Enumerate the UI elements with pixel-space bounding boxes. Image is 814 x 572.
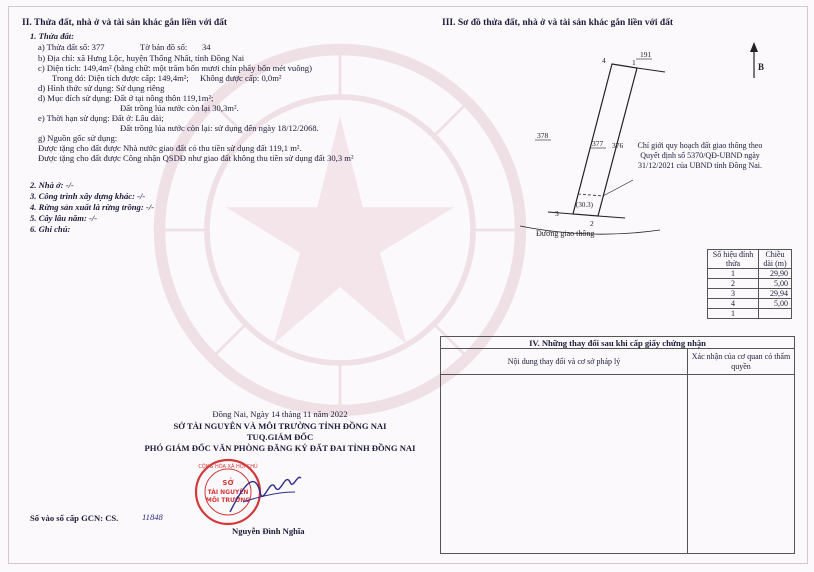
neighbor-top-line	[637, 68, 665, 72]
usage-purpose-rice: Đất trồng lúa nước còn lại 30,3m².	[120, 103, 239, 113]
area-not-granted: Không được cấp: 0,0m²	[200, 73, 282, 83]
edge-length: 5,00	[759, 279, 792, 289]
parcel-377-label: 377	[592, 139, 604, 148]
road-edge-right	[598, 216, 625, 218]
changes-table	[440, 336, 795, 554]
road-label: Đường giao thông	[536, 229, 595, 238]
authority-confirmation-header: Xác nhận của cơ quan có thẩm quyền	[688, 349, 795, 375]
edge-length: 29,90	[759, 269, 792, 279]
edge-length: 5,00	[759, 299, 792, 309]
map-sheet-label: Tờ bản đồ số:	[140, 42, 188, 52]
notes-section: 6. Ghi chú:	[30, 224, 71, 234]
parcel-address: b) Địa chỉ: xã Hưng Lộc, huyện Thống Nhất, tỉnh Đồng Nai	[38, 53, 245, 63]
table-row	[708, 269, 792, 279]
section-iv-heading: IV. Những thay đổi sau khi cấp giấy chứng nhận	[441, 337, 795, 349]
usage-form: d) Hình thức sử dụng: Sử dụng riêng	[38, 83, 165, 93]
changes-empty-row	[441, 375, 795, 554]
authorization-title: TUQ.GIÁM ĐỐC	[246, 432, 314, 442]
issue-date: Đồng Nai, Ngày 14 tháng 11 năm 2022	[212, 409, 348, 419]
planning-note	[610, 141, 790, 171]
vertex-length-table	[707, 249, 792, 319]
vertex-4-label: 4	[602, 56, 606, 65]
gcn-register-number: 11848	[142, 512, 163, 522]
neighbor-191-label: 191	[640, 50, 652, 59]
house-section: 2. Nhà ở: -/-	[30, 180, 74, 190]
vertex-id: 1	[708, 309, 759, 319]
table-row	[708, 299, 792, 309]
edge-length: 29,94	[759, 289, 792, 299]
neighbor-376-label: 376	[612, 141, 624, 150]
map-sheet-number: 34	[202, 42, 211, 52]
vertex-id: 2	[708, 279, 759, 289]
vertex-2-label: 2	[590, 219, 594, 228]
planning-note-line-2: Quyết định số 5370/QĐ-UBND ngày	[640, 151, 760, 160]
parcel-outline	[573, 64, 637, 216]
usage-term: e) Thời hạn sử dụng: Đất ở: Lâu dài;	[38, 113, 164, 123]
road-edge-left	[548, 212, 573, 214]
planning-boundary-line	[578, 194, 603, 196]
usage-purpose: d) Mục đích sử dụng: Đất ở tại nông thôn 119,1m²;	[38, 93, 214, 103]
gcn-register-label: Số vào sổ cấp GCN: CS.	[30, 513, 119, 523]
parcel-area: c) Diện tích: 149,4m² (bằng chữ: một trăm bốn mươi chín phẩy bốn mét vuông)	[38, 63, 312, 73]
change-content-header: Nội dung thay đổi và cơ sở pháp lý	[441, 349, 688, 375]
origin-line-2: Được tặng cho đất được Công nhận QSDĐ như giao đất không thu tiền sử dụng đất 30,3 m²	[38, 153, 354, 163]
table-row	[708, 289, 792, 299]
parcel-heading: 1. Thửa đất:	[30, 31, 75, 41]
table-row	[708, 309, 792, 319]
seal-line-2: TÀI NGUYÊN	[207, 489, 249, 496]
vertex-id: 1	[708, 269, 759, 279]
parcel-number: a) Thửa đất số: 377	[38, 42, 105, 52]
perennial-tree-section: 5. Cây lâu năm: -/-	[30, 213, 98, 223]
planning-area-label: (30.3)	[576, 201, 593, 209]
issuing-organization: SỞ TÀI NGUYÊN VÀ MÔI TRƯỜNG TỈNH ĐỒNG NAI	[173, 421, 387, 431]
length-col-header: Chiều dài (m)	[759, 250, 792, 269]
origin-heading: g) Nguồn gốc sử dụng:	[38, 133, 118, 143]
planted-forest-section: 4. Rừng sản xuất là rừng trồng: -/-	[30, 202, 154, 212]
vertex-3-label: 3	[555, 209, 559, 218]
authority-confirmation-cell	[688, 375, 795, 554]
usage-term-rice: Đất trồng lúa nước còn lại: sử dụng đến ngày 18/12/2068.	[120, 123, 319, 133]
vertex-1-label: 1	[632, 58, 636, 67]
other-construction-section: 3. Công trình xây dựng khác: -/-	[30, 191, 146, 201]
planning-note-line-1: Chỉ giới quy hoạch đất giao thông theo	[637, 141, 763, 150]
seal-arc-text: CỘNG HÒA XÃ HỘI CHỦ	[198, 464, 258, 470]
north-arrow-icon	[750, 42, 758, 78]
signer-name: Nguyễn Đình Nghĩa	[232, 526, 305, 536]
change-content-cell	[441, 375, 688, 554]
deputy-director-title: PHÓ GIÁM ĐỐC VĂN PHÒNG ĐĂNG KÝ ĐẤT ĐAI TỈNH ĐỒNG NAI	[144, 443, 416, 453]
section-iii-heading: III. Sơ đồ thửa đất, nhà ở và tài sản khác gắn liền với đất	[442, 18, 674, 28]
seal-line-3: MÔI TRƯỜNG	[205, 497, 251, 504]
handwritten-signature	[225, 462, 305, 522]
area-granted: Trong đó: Diện tích được cấp: 149,4m²;	[52, 73, 189, 83]
origin-line-1: Được tặng cho đất được Nhà nước giao đất có thu tiền sử dụng đất 119,1 m².	[38, 143, 302, 153]
north-label: B	[758, 62, 765, 72]
seal-line-1: SỞ	[222, 479, 234, 487]
table-row	[708, 279, 792, 289]
vertex-col-header: Số hiệu đỉnh thửa	[708, 250, 759, 269]
edge-length	[759, 309, 792, 319]
neighbor-378-label: 378	[537, 131, 549, 140]
planning-note-leader	[603, 180, 633, 196]
vertex-id: 4	[708, 299, 759, 309]
vertex-id: 3	[708, 289, 759, 299]
section-ii-heading: II. Thửa đất, nhà ở và tài sản khác gắn liền với đất	[22, 18, 228, 28]
planning-note-line-3: 31/12/2021 của UBND tỉnh Đồng Nai.	[638, 161, 762, 170]
